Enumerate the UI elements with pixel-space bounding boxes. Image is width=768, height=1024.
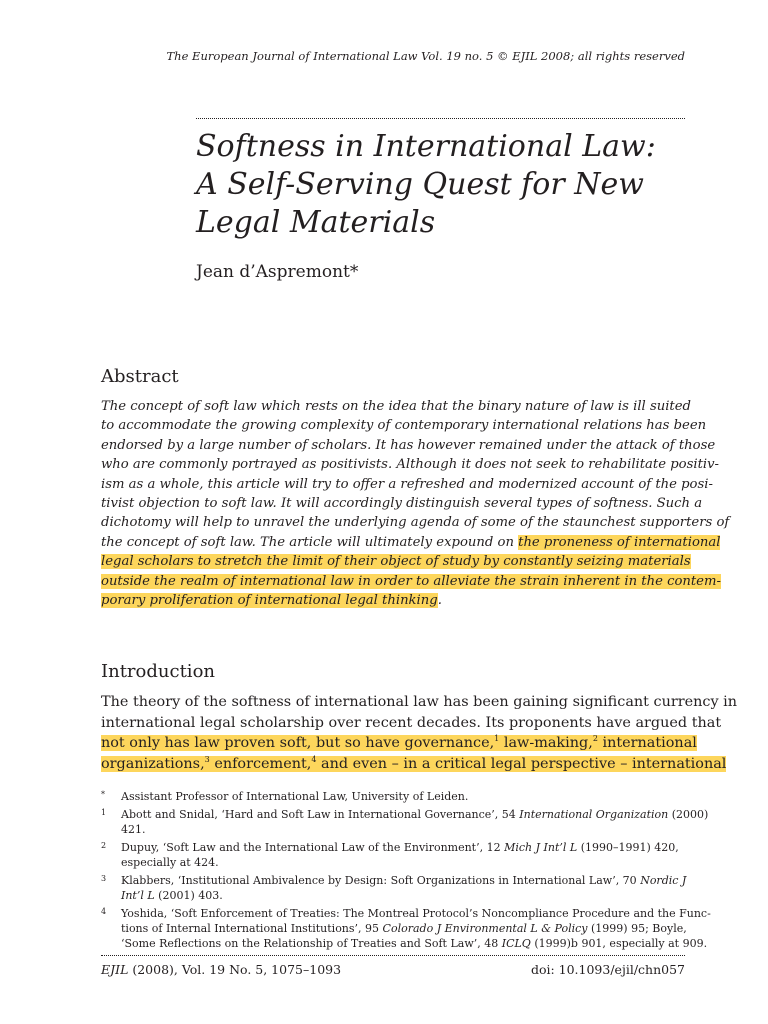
journal-header: The European Journal of International Law Vol. 19 no. 5 © EJIL 2008; all rights reserved: [166, 49, 685, 63]
text-run: and even – in a critical legal perspective – international: [316, 755, 727, 772]
highlighted-text: the proneness of international: [518, 534, 721, 550]
footnote-mark: *: [101, 790, 105, 799]
footnote-text: Yoshida, ‘Soft Enforcement of Treaties: The Montreal Protocol’s Noncompliance Procedure and the Func-: [121, 907, 711, 920]
footnote: [101, 840, 685, 870]
footnote: [101, 789, 685, 804]
title-divider: [196, 118, 685, 119]
footnote-text: [121, 807, 709, 822]
journal-name: Colorado J Environmental L & Policy: [382, 922, 588, 935]
journal-name: Int’l L: [121, 889, 155, 902]
text-run: not only has law proven soft, but so have governance,: [101, 735, 495, 751]
footnote-text: 421.: [121, 823, 146, 836]
abstract-line: tivist objection to soft law. It will accordingly distinguish several types of softness. Such a: [101, 495, 703, 511]
intro-line: [101, 733, 697, 754]
abstract-line: dichotomy will help to unravel the underlying agenda of some of the staunchest supporters of: [101, 515, 730, 531]
footnote-ref[interactable]: 2: [592, 734, 598, 744]
abstract-line: [101, 552, 691, 571]
text-run: international: [597, 735, 697, 751]
footnote: [101, 807, 709, 837]
abstract-line: [101, 572, 721, 591]
footnote-mark: 2: [101, 841, 107, 850]
abstract-line: [101, 533, 721, 552]
intro-line: international legal scholarship over recent decades. Its proponents have argued that: [101, 714, 722, 731]
introduction-heading: Introduction: [101, 661, 215, 682]
journal-page: [101, 0, 738, 1024]
text-run: (1999)b 901, especially at 909.: [530, 937, 708, 950]
footnote-text: Assistant Professor of International Law, University of Leiden.: [121, 790, 469, 803]
title-line: Softness in International Law:: [196, 129, 656, 164]
footnote: [101, 873, 685, 903]
abstract-line: endorsed by a large number of scholars. It has however remained under the attack of those: [101, 437, 716, 453]
highlighted-text: outside the realm of international law in order to alleviate the strain inherent in the contem-: [101, 573, 721, 589]
text-run: Dupuy, ‘Soft Law and the International Law of the Environment’, 12: [121, 841, 505, 854]
footnote-ref[interactable]: 4: [311, 754, 317, 764]
intro-line: [101, 754, 727, 775]
footnote-text: [121, 888, 685, 903]
footnote-text: [121, 873, 685, 888]
text-run: (2001) 403.: [154, 889, 223, 902]
footer-divider: [101, 955, 685, 956]
journal-name: Mich J Int’l L: [504, 841, 578, 854]
footnote-text: [121, 936, 708, 951]
text-run: (2000): [668, 808, 709, 821]
abstract-line: The concept of soft law which rests on the idea that the binary nature of law is ill suited: [101, 399, 691, 414]
text-run: tions of Internal International Institutions’, 95: [121, 922, 383, 935]
highlighted-text: legal scholars to stretch the limit of their object of study by constantly seizing materials: [101, 554, 691, 570]
footnote-text: [121, 840, 685, 855]
footnote-text: especially at 424.: [121, 856, 219, 869]
journal-name: ICLQ: [501, 937, 531, 950]
abstract-line: ism as a whole, this article will try to offer a refreshed and modernized account of the posi-: [101, 476, 713, 492]
title-line: Legal Materials: [196, 205, 436, 240]
text-run: organizations,: [101, 755, 205, 772]
text-run: law-making,: [499, 735, 593, 751]
footnote-text: [121, 921, 685, 936]
footnote-ref[interactable]: 3: [204, 754, 210, 764]
abstract-line: who are commonly portrayed as positivists. Although it does not seek to rehabilitate positiv-: [101, 457, 720, 473]
doi-link[interactable]: doi: 10.1093/ejil/chn057: [530, 962, 685, 977]
text-run: Abott and Snidal, ‘Hard and Soft Law in International Governance’, 54: [121, 808, 520, 821]
abstract-text: [101, 397, 730, 610]
footnote-ref[interactable]: 1: [494, 734, 500, 744]
introduction-text: [101, 692, 738, 774]
title-line: A Self-Serving Quest for New: [196, 167, 644, 202]
footnote-mark: 1: [101, 808, 107, 817]
highlighted-text: [101, 735, 697, 751]
article-title: [196, 128, 676, 242]
abstract-text-plain: the concept of soft law. The article will ultimately expound on: [101, 534, 519, 550]
highlighted-text: [101, 756, 726, 772]
footnote-mark: 3: [101, 874, 107, 883]
text-run: ‘Some Reflections on the Relationship of Treaties and Soft Law’, 48: [121, 937, 502, 950]
citation-details: (2008), Vol. 19 No. 5, 1075–1093: [128, 962, 342, 977]
author-name: Jean d’Aspremont*: [196, 262, 359, 282]
abstract-heading: Abstract: [101, 366, 179, 387]
text-run: (1990–1991) 420,: [577, 841, 679, 854]
journal-name: Nordic J: [640, 874, 687, 887]
journal-abbrev: EJIL: [101, 962, 129, 977]
abstract-text-plain: .: [437, 592, 442, 608]
text-run: (1999) 95; Boyle,: [587, 922, 687, 935]
abstract-line: [101, 591, 685, 610]
footnotes: [101, 789, 711, 954]
intro-line: The theory of the softness of international law has been gaining significant currency in: [101, 694, 738, 710]
highlighted-text: porary proliferation of international legal thinking: [101, 592, 438, 608]
text-run: Klabbers, ‘Institutional Ambivalence by Design: Soft Organizations in International Law’, 70: [121, 874, 641, 887]
citation: [101, 962, 341, 977]
abstract-line: to accommodate the growing complexity of contemporary international relations has been: [101, 418, 707, 434]
footnote-mark: 4: [101, 907, 107, 916]
text-run: enforcement,: [209, 755, 312, 772]
footnote: [101, 906, 711, 951]
journal-name: International Organization: [519, 808, 669, 821]
